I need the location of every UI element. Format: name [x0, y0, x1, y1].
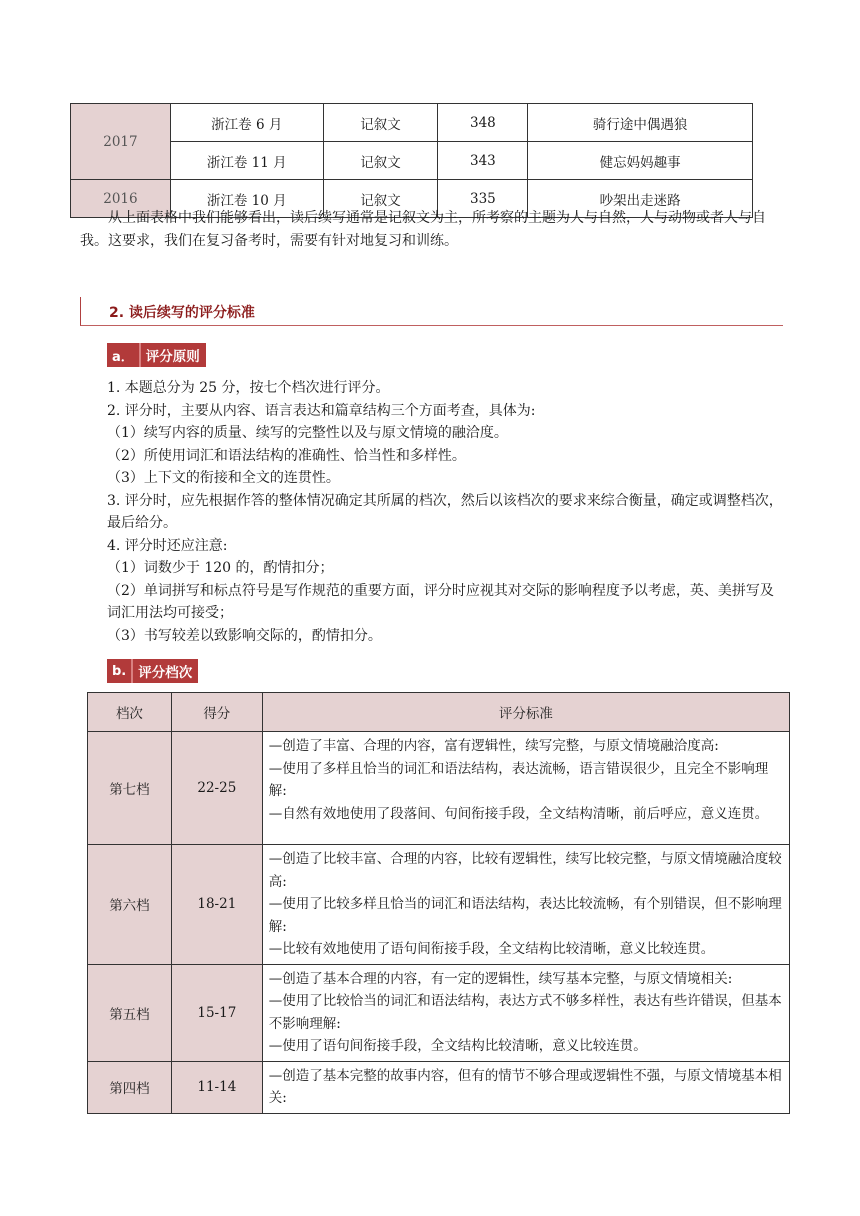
words-cell: 348: [438, 104, 528, 142]
header-level: 档次: [88, 693, 172, 732]
table-row: [71, 142, 753, 180]
criteria-line: —自然有效地使用了段落间、句间衔接手段，全文结构清晰，前后呼应，意义连贯。: [268, 805, 769, 822]
header-criteria: 评分标准: [262, 693, 789, 732]
subheading-title: 评分原则: [139, 343, 206, 367]
intro-paragraph: 从上面表格中我们能够看出，读后续写通常是记叙文为主，所考察的主题为人与自然，人与动物或者人与自我。这要求，我们在复习备考时，需要有针对地复习和训练。: [80, 210, 766, 249]
score-cell: 15-17: [171, 964, 262, 1061]
table-row: [88, 845, 790, 965]
subheading-tag: a．: [107, 343, 139, 367]
score-cell: 11-14: [171, 1061, 262, 1113]
level-cell: 第六档: [88, 845, 172, 965]
criteria-line: —比较有效地使用了语句间衔接手段，全文结构比较清晰，意义比较连贯。: [268, 941, 715, 957]
rule-item: （3）上下文的衔接和全文的连贯性。: [107, 470, 340, 486]
scoring-rules: [107, 377, 783, 647]
criteria-line: —使用了多样且恰当的词汇和语法结构，表达流畅，语言错误很少，且完全不影响理解:: [268, 760, 769, 799]
header-score: 得分: [171, 693, 262, 732]
criteria-cell: [262, 845, 789, 965]
criteria-cell: [262, 1061, 789, 1113]
table-row: [88, 1061, 790, 1113]
topic-cell: 健忘妈妈趣事: [528, 142, 753, 180]
criteria-line: —创造了丰富、合理的内容，富有逻辑性，续写完整，与原文情境融洽度高:: [268, 738, 719, 754]
topic-cell: 骑行途中偶遇狼: [528, 104, 753, 142]
rule-item: （1）词数少于 120 的，酌情扣分；: [107, 560, 334, 576]
table-header-row: [88, 693, 790, 732]
paper-cell: 浙江卷 6 月: [170, 104, 323, 142]
rule-item: 1. 本题总分为 25 分，按七个档次进行评分。: [107, 380, 390, 396]
rule-item: 3. 评分时，应先根据作答的整体情况确定其所属的档次，然后以该档次的要求来综合衡量，确定或调整档次，最后给分。: [107, 492, 783, 531]
rule-item: （3）书写较差以致影响交际的，酌情扣分。: [107, 627, 382, 644]
criteria-line: —创造了比较丰富、合理的内容，比较有逻辑性，续写比较完整，与原文情境融洽度较高:: [268, 851, 782, 890]
level-cell: 第七档: [88, 732, 172, 845]
section-heading-text: 2. 读后续写的评分标准: [109, 305, 255, 321]
score-cell: 22-25: [171, 732, 262, 845]
subheading-scoring-principles: [107, 343, 206, 367]
criteria-line: —使用了语句间衔接手段，全文结构比较清晰，意义比较连贯。: [268, 1038, 647, 1054]
subheading-tag: b.: [107, 659, 131, 683]
table-row: [88, 732, 790, 845]
table-row: [88, 964, 790, 1061]
level-cell: 第五档: [88, 964, 172, 1061]
rule-item: （2）所使用词汇和语法结构的准确性、恰当性和多样性。: [107, 447, 466, 464]
rule-item: （1）续写内容的质量、续写的完整性以及与原文情境的融洽度。: [107, 425, 508, 441]
grade-table: [87, 692, 790, 1114]
genre-cell: 记叙文: [323, 180, 438, 218]
level-cell: 第四档: [88, 1061, 172, 1113]
criteria-cell: [262, 964, 789, 1061]
table-row: [71, 104, 753, 142]
criteria-cell: [262, 732, 789, 845]
criteria-line: —创造了基本完整的故事内容，但有的情节不够合理或逻辑性不强，与原文情境基本相关:: [268, 1067, 782, 1106]
words-cell: 335: [438, 180, 528, 218]
rule-item: 4. 评分时还应注意:: [107, 537, 228, 554]
rule-item: （2）单词拼写和标点符号是写作规范的重要方面，评分时应视其对交际的影响程度予以考虑，英、美拼写及词汇用法均可接受；: [107, 582, 774, 621]
section-heading: [80, 297, 783, 326]
exam-topic-table: [70, 103, 753, 218]
year-cell: 2017: [71, 104, 171, 180]
paper-cell: 浙江卷 11 月: [170, 142, 323, 180]
year-cell: 2016: [71, 180, 171, 218]
subheading-grade-levels: [107, 659, 198, 683]
criteria-line: —创造了基本合理的内容，有一定的逻辑性，续写基本完整，与原文情境相关:: [268, 970, 733, 987]
genre-cell: 记叙文: [323, 142, 438, 180]
rule-item: 2. 评分时，主要从内容、语言表达和篇章结构三个方面考查，具体为:: [107, 402, 536, 419]
words-cell: 343: [438, 142, 528, 180]
criteria-line: —使用了比较多样且恰当的词汇和语法结构，表达比较流畅，有个别错误，但不影响理解:: [268, 896, 782, 935]
genre-cell: 记叙文: [323, 104, 438, 142]
subheading-title: 评分档次: [131, 659, 198, 683]
topic-cell: 吵架出走迷路: [528, 180, 753, 218]
paper-cell: 浙江卷 10 月: [170, 180, 323, 218]
score-cell: 18-21: [171, 845, 262, 965]
criteria-line: —使用了比较恰当的词汇和语法结构，表达方式不够多样性，表达有些许错误，但基本不影响理解:: [268, 993, 782, 1032]
